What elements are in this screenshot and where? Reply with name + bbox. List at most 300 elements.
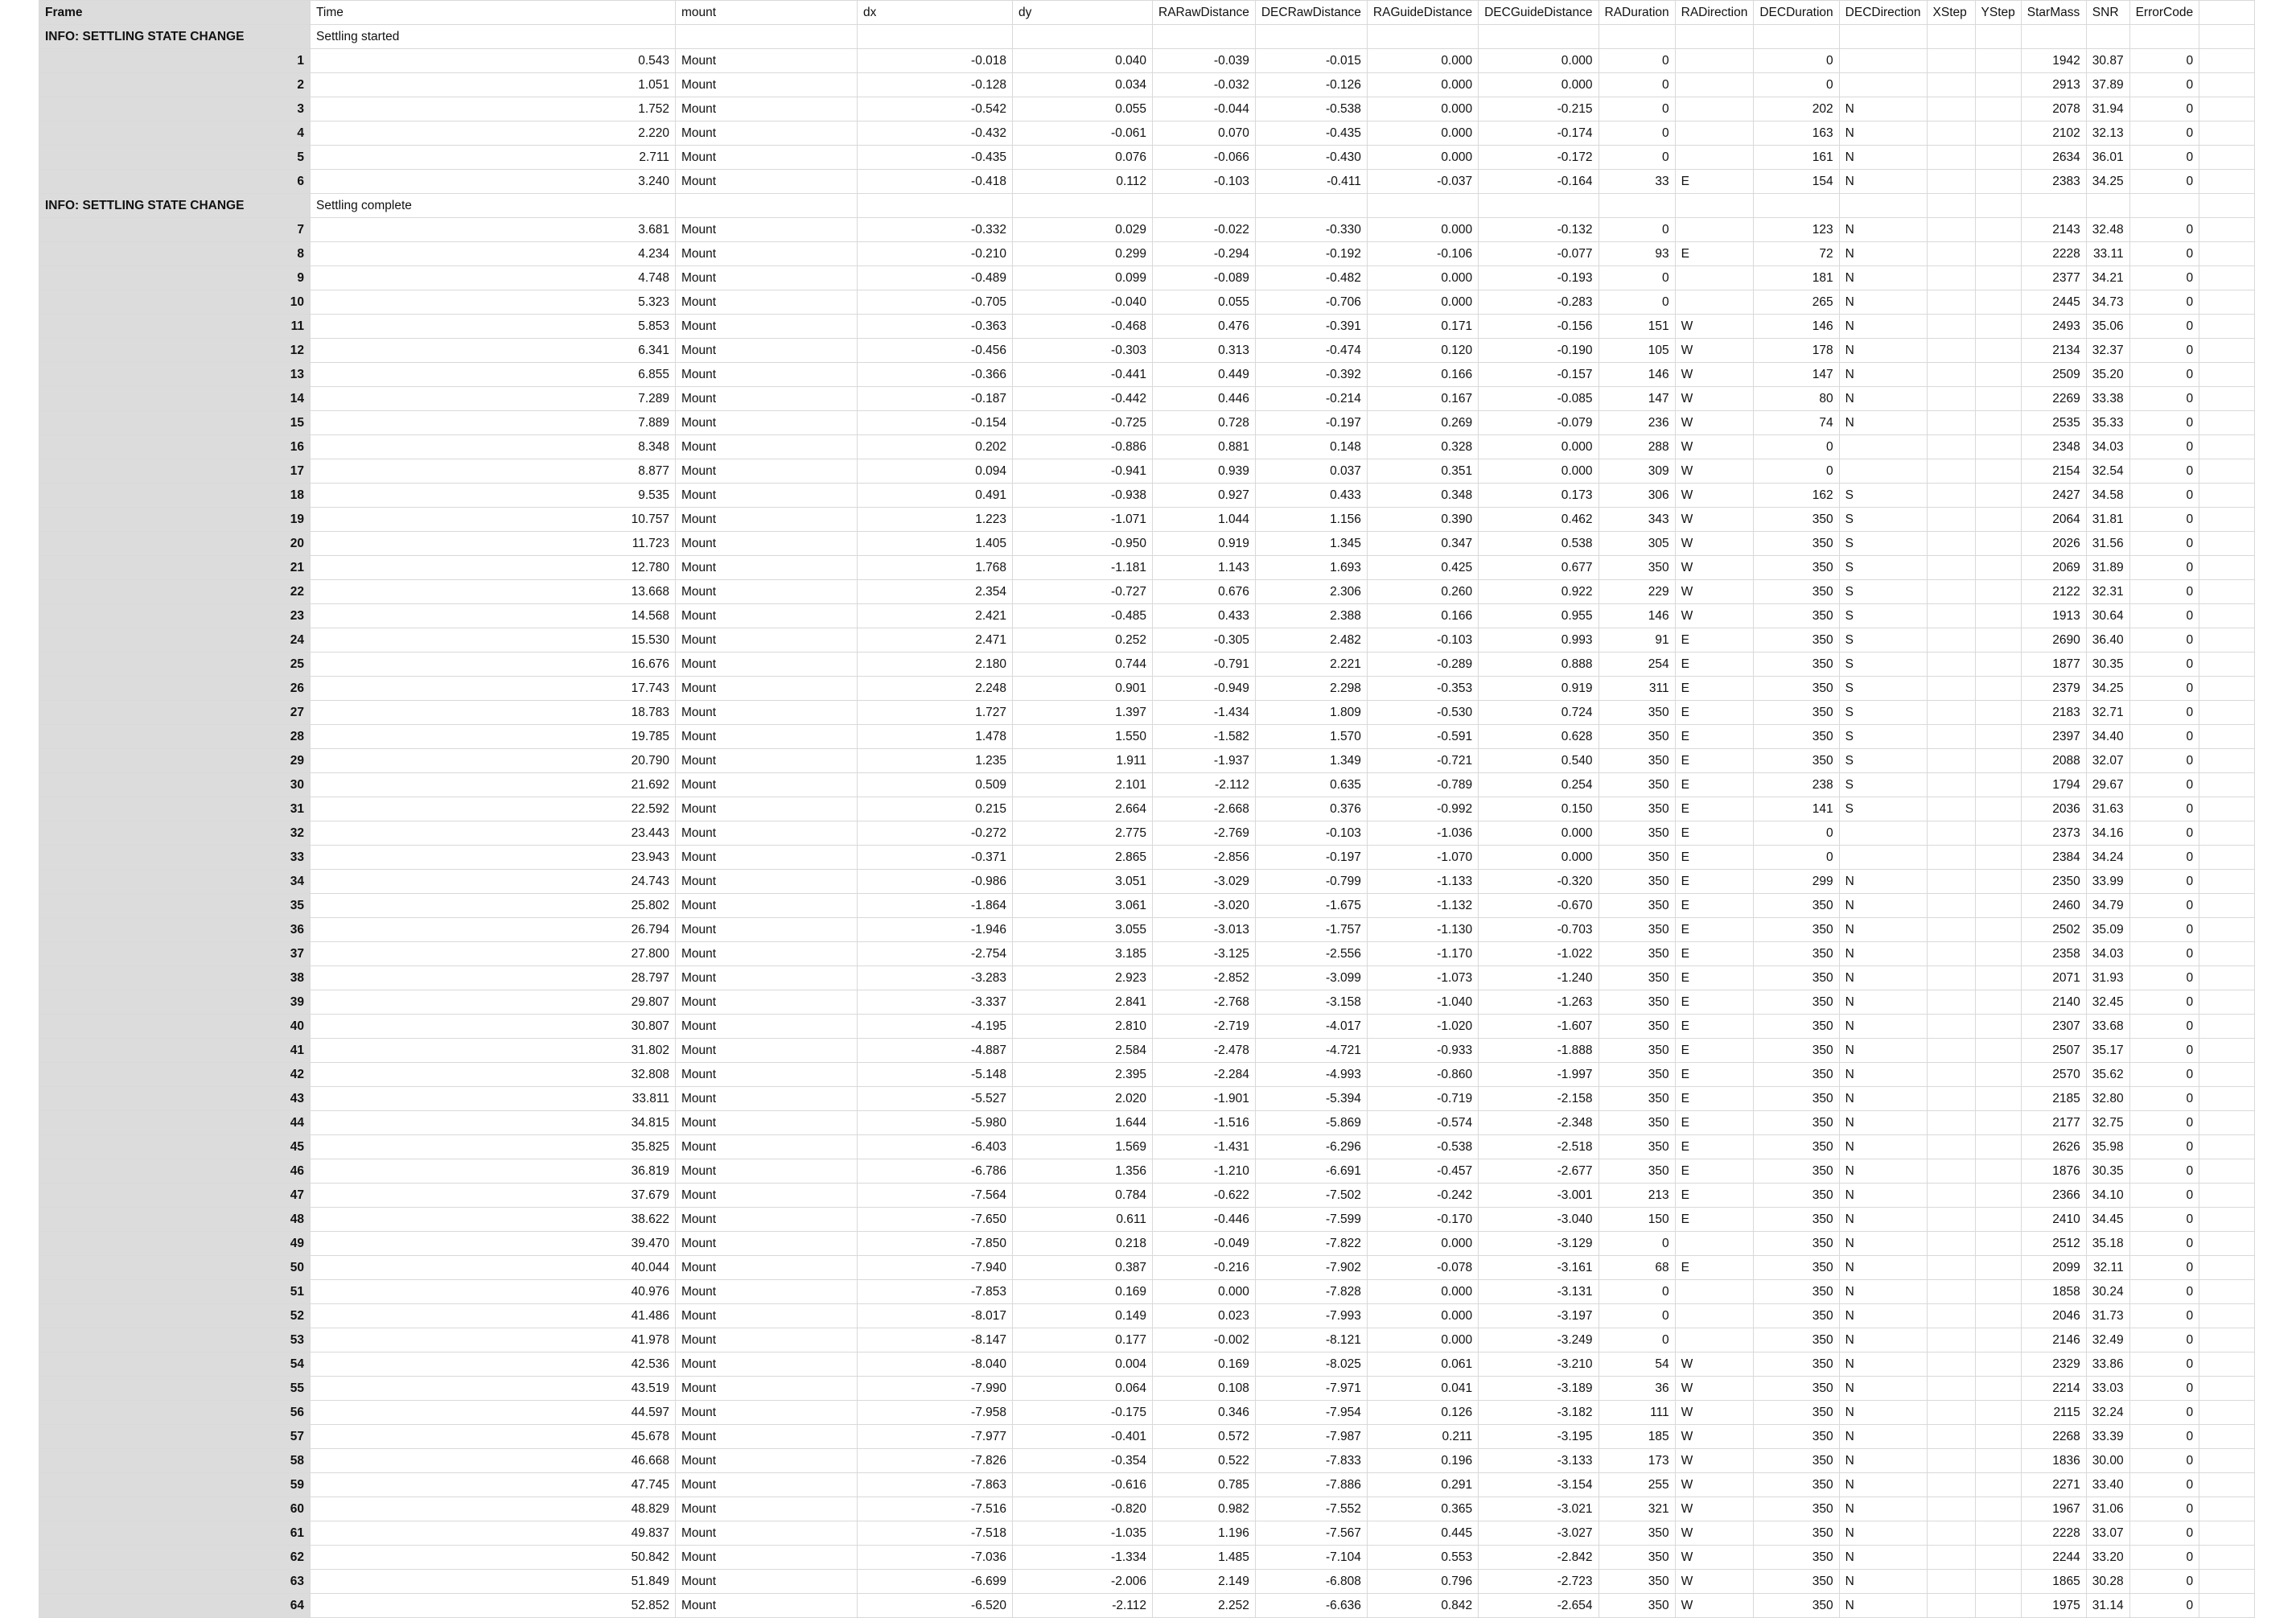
table-cell[interactable] (1927, 1280, 1975, 1304)
table-cell[interactable] (1675, 121, 1754, 146)
table-cell[interactable]: Mount (676, 1473, 858, 1497)
empty-cell[interactable] (2199, 821, 2255, 846)
table-cell[interactable]: 3.051 (1013, 870, 1153, 894)
table-cell[interactable]: Mount (676, 435, 858, 459)
table-cell[interactable]: S (1839, 580, 1927, 604)
table-cell[interactable]: -0.446 (1153, 1208, 1256, 1232)
table-cell[interactable]: Mount (676, 604, 858, 628)
table-cell[interactable]: 3.061 (1013, 894, 1153, 918)
table-cell[interactable]: 0.055 (1153, 290, 1256, 315)
table-cell[interactable]: Mount (676, 290, 858, 315)
frame-number-cell[interactable]: 40 (39, 1015, 311, 1039)
frame-number-cell[interactable]: 2 (39, 73, 311, 97)
table-cell[interactable]: Mount (676, 749, 858, 773)
table-cell[interactable] (1975, 218, 2021, 242)
empty-cell[interactable] (2199, 918, 2255, 942)
table-cell[interactable]: 0 (1599, 266, 1675, 290)
table-cell[interactable]: N (1839, 1087, 1927, 1111)
table-cell[interactable]: 309 (1599, 459, 1675, 484)
table-cell[interactable]: -0.032 (1153, 73, 1256, 97)
frame-number-cell[interactable]: 5 (39, 146, 311, 170)
table-cell[interactable]: -0.040 (1013, 290, 1153, 315)
table-cell[interactable]: 2.252 (1153, 1594, 1256, 1618)
table-cell[interactable]: -7.954 (1255, 1401, 1367, 1425)
table-cell[interactable] (1675, 266, 1754, 290)
table-cell[interactable]: 350 (1754, 966, 1839, 990)
table-cell[interactable]: 2.482 (1255, 628, 1367, 653)
table-cell[interactable]: 0.365 (1367, 1497, 1478, 1521)
table-cell[interactable]: -0.363 (858, 315, 1013, 339)
table-cell[interactable]: 2397 (2021, 725, 2086, 749)
table-cell[interactable]: 0 (1754, 73, 1839, 97)
table-cell[interactable]: 18.783 (311, 701, 676, 725)
table-cell[interactable]: -7.567 (1255, 1521, 1367, 1546)
table-cell[interactable]: -0.474 (1255, 339, 1367, 363)
table-cell[interactable]: -1.040 (1367, 990, 1478, 1015)
empty-cell[interactable] (1839, 194, 1927, 218)
table-cell[interactable]: 0 (2129, 532, 2199, 556)
table-cell[interactable]: 1.644 (1013, 1111, 1153, 1135)
table-cell[interactable] (1975, 1546, 2021, 1570)
table-cell[interactable]: 2690 (2021, 628, 2086, 653)
empty-cell[interactable] (2129, 194, 2199, 218)
table-cell[interactable]: -0.289 (1367, 653, 1478, 677)
table-cell[interactable]: -3.283 (858, 966, 1013, 990)
table-cell[interactable]: E (1675, 942, 1754, 966)
table-cell[interactable]: 33.03 (2086, 1377, 2129, 1401)
table-cell[interactable] (1975, 1111, 2021, 1135)
table-cell[interactable]: 2383 (2021, 170, 2086, 194)
table-cell[interactable] (1975, 1015, 2021, 1039)
table-cell[interactable]: -1.022 (1479, 942, 1599, 966)
table-cell[interactable]: 0.260 (1367, 580, 1478, 604)
table-cell[interactable]: 91 (1599, 628, 1675, 653)
empty-cell[interactable] (2199, 725, 2255, 749)
table-cell[interactable]: 33.38 (2086, 387, 2129, 411)
table-cell[interactable]: 0.167 (1367, 387, 1478, 411)
table-cell[interactable]: 0.055 (1013, 97, 1153, 121)
table-cell[interactable] (1927, 1570, 1975, 1594)
empty-cell[interactable] (2199, 1184, 2255, 1208)
table-cell[interactable]: 10.757 (311, 508, 676, 532)
table-cell[interactable] (1927, 170, 1975, 194)
frame-number-cell[interactable]: 52 (39, 1304, 311, 1328)
table-cell[interactable]: 0.724 (1479, 701, 1599, 725)
table-cell[interactable]: 29.807 (311, 990, 676, 1015)
table-cell[interactable]: 0 (1599, 1232, 1675, 1256)
table-cell[interactable]: Mount (676, 411, 858, 435)
table-cell[interactable]: E (1675, 1039, 1754, 1063)
table-cell[interactable] (1975, 1135, 2021, 1159)
table-cell[interactable]: -7.650 (858, 1208, 1013, 1232)
table-cell[interactable] (1927, 290, 1975, 315)
table-cell[interactable]: 0.070 (1153, 121, 1256, 146)
table-cell[interactable]: 0 (1599, 73, 1675, 97)
table-cell[interactable]: 1.752 (311, 97, 676, 121)
table-cell[interactable]: 350 (1754, 1473, 1839, 1497)
table-cell[interactable]: 0.169 (1013, 1280, 1153, 1304)
table-cell[interactable]: 54 (1599, 1352, 1675, 1377)
table-cell[interactable]: -2.158 (1479, 1087, 1599, 1111)
table-cell[interactable]: 36.01 (2086, 146, 2129, 170)
table-cell[interactable]: 40.044 (311, 1256, 676, 1280)
table-cell[interactable]: -0.085 (1479, 387, 1599, 411)
table-cell[interactable]: 34.40 (2086, 725, 2129, 749)
table-cell[interactable]: 0.000 (1367, 1280, 1478, 1304)
table-cell[interactable] (1675, 97, 1754, 121)
table-cell[interactable]: 1.223 (858, 508, 1013, 532)
empty-cell[interactable] (2199, 653, 2255, 677)
table-cell[interactable]: 23.443 (311, 821, 676, 846)
table-cell[interactable]: 49.837 (311, 1521, 676, 1546)
table-cell[interactable]: N (1839, 1546, 1927, 1570)
table-cell[interactable]: 0 (2129, 435, 2199, 459)
table-cell[interactable]: Mount (676, 1570, 858, 1594)
column-header[interactable]: RARawDistance (1153, 1, 1256, 25)
table-cell[interactable]: E (1675, 1087, 1754, 1111)
table-cell[interactable]: -0.725 (1013, 411, 1153, 435)
table-cell[interactable]: 350 (1754, 604, 1839, 628)
table-cell[interactable]: 30.35 (2086, 1159, 2129, 1184)
frame-number-cell[interactable]: 19 (39, 508, 311, 532)
table-cell[interactable]: 4.748 (311, 266, 676, 290)
table-cell[interactable]: 34.03 (2086, 942, 2129, 966)
table-cell[interactable] (1675, 146, 1754, 170)
table-cell[interactable]: 2384 (2021, 846, 2086, 870)
empty-cell[interactable] (2199, 1111, 2255, 1135)
frame-number-cell[interactable]: 10 (39, 290, 311, 315)
table-cell[interactable]: 0.955 (1479, 604, 1599, 628)
table-cell[interactable]: 32.07 (2086, 749, 2129, 773)
table-cell[interactable]: -0.574 (1367, 1111, 1478, 1135)
table-cell[interactable]: 0 (2129, 411, 2199, 435)
table-cell[interactable]: N (1839, 1401, 1927, 1425)
frame-number-cell[interactable]: 15 (39, 411, 311, 435)
table-cell[interactable]: N (1839, 1232, 1927, 1256)
table-cell[interactable]: 1942 (2021, 49, 2086, 73)
table-cell[interactable]: -0.103 (1255, 821, 1367, 846)
table-cell[interactable]: 0 (2129, 290, 2199, 315)
table-cell[interactable]: 1.570 (1255, 725, 1367, 749)
table-cell[interactable]: S (1839, 749, 1927, 773)
table-cell[interactable] (1975, 1352, 2021, 1377)
table-cell[interactable]: -0.172 (1479, 146, 1599, 170)
table-cell[interactable]: 350 (1599, 701, 1675, 725)
table-cell[interactable]: Mount (676, 677, 858, 701)
table-cell[interactable]: 0.169 (1153, 1352, 1256, 1377)
empty-cell[interactable] (1975, 25, 2021, 49)
table-cell[interactable]: 1.727 (858, 701, 1013, 725)
table-cell[interactable]: 350 (1754, 1521, 1839, 1546)
table-cell[interactable]: 0 (2129, 1135, 2199, 1159)
table-cell[interactable]: -1.675 (1255, 894, 1367, 918)
table-cell[interactable]: N (1839, 942, 1927, 966)
table-cell[interactable]: 23.943 (311, 846, 676, 870)
table-cell[interactable]: -7.552 (1255, 1497, 1367, 1521)
empty-cell[interactable] (2199, 556, 2255, 580)
table-cell[interactable]: 0.927 (1153, 484, 1256, 508)
empty-cell[interactable] (2199, 773, 2255, 797)
table-cell[interactable]: -0.132 (1479, 218, 1599, 242)
table-cell[interactable]: 30.35 (2086, 653, 2129, 677)
table-cell[interactable]: 0 (1754, 846, 1839, 870)
empty-cell[interactable] (2199, 290, 2255, 315)
table-cell[interactable]: 1858 (2021, 1280, 2086, 1304)
table-cell[interactable]: -0.214 (1255, 387, 1367, 411)
table-cell[interactable]: 350 (1754, 556, 1839, 580)
frame-number-cell[interactable]: 46 (39, 1159, 311, 1184)
table-cell[interactable]: 0.387 (1013, 1256, 1153, 1280)
table-cell[interactable]: 0 (2129, 1546, 2199, 1570)
table-cell[interactable]: -0.106 (1367, 242, 1478, 266)
table-cell[interactable]: 350 (1754, 508, 1839, 532)
column-header[interactable]: RADirection (1675, 1, 1754, 25)
table-cell[interactable]: 0.000 (1367, 1328, 1478, 1352)
table-cell[interactable]: 0.211 (1367, 1425, 1478, 1449)
table-cell[interactable] (1927, 484, 1975, 508)
table-cell[interactable] (1975, 1039, 2021, 1063)
table-cell[interactable]: -7.977 (858, 1425, 1013, 1449)
table-cell[interactable]: Mount (676, 556, 858, 580)
table-cell[interactable] (1975, 1570, 2021, 1594)
table-cell[interactable]: -2.723 (1479, 1570, 1599, 1594)
table-cell[interactable]: 0.252 (1013, 628, 1153, 653)
table-cell[interactable]: 0.004 (1013, 1352, 1153, 1377)
frame-number-cell[interactable]: 50 (39, 1256, 311, 1280)
table-cell[interactable]: N (1839, 1570, 1927, 1594)
table-cell[interactable]: -0.485 (1013, 604, 1153, 628)
table-cell[interactable]: -1.888 (1479, 1039, 1599, 1063)
table-cell[interactable]: 24.743 (311, 870, 676, 894)
table-cell[interactable]: -7.833 (1255, 1449, 1367, 1473)
table-cell[interactable]: N (1839, 1594, 1927, 1618)
table-cell[interactable]: W (1675, 1521, 1754, 1546)
empty-cell[interactable] (2199, 1135, 2255, 1159)
table-cell[interactable]: E (1675, 242, 1754, 266)
column-header[interactable]: mount (676, 1, 858, 25)
table-cell[interactable]: 1.693 (1255, 556, 1367, 580)
table-cell[interactable]: 0 (2129, 1449, 2199, 1473)
table-cell[interactable]: -0.018 (858, 49, 1013, 73)
table-cell[interactable]: -2.856 (1153, 846, 1256, 870)
table-cell[interactable]: N (1839, 1280, 1927, 1304)
table-cell[interactable]: 0.000 (1479, 435, 1599, 459)
table-cell[interactable] (1927, 1473, 1975, 1497)
column-header[interactable] (2199, 1, 2255, 25)
table-cell[interactable]: 2410 (2021, 1208, 2086, 1232)
table-cell[interactable]: E (1675, 966, 1754, 990)
column-header[interactable]: YStep (1975, 1, 2021, 25)
table-cell[interactable]: 36.819 (311, 1159, 676, 1184)
table-cell[interactable]: 0.728 (1153, 411, 1256, 435)
table-cell[interactable]: 265 (1754, 290, 1839, 315)
empty-cell[interactable] (2199, 1087, 2255, 1111)
table-cell[interactable]: 343 (1599, 508, 1675, 532)
table-cell[interactable]: 1865 (2021, 1570, 2086, 1594)
table-cell[interactable]: 9.535 (311, 484, 676, 508)
table-cell[interactable]: 0 (2129, 894, 2199, 918)
empty-cell[interactable] (1599, 194, 1675, 218)
table-cell[interactable]: 350 (1754, 1280, 1839, 1304)
table-cell[interactable]: 350 (1599, 1087, 1675, 1111)
table-cell[interactable]: 2913 (2021, 73, 2086, 97)
empty-cell[interactable] (2199, 435, 2255, 459)
empty-cell[interactable] (2199, 532, 2255, 556)
frame-number-cell[interactable]: 23 (39, 604, 311, 628)
table-cell[interactable]: 32.49 (2086, 1328, 2129, 1352)
table-cell[interactable]: Mount (676, 1063, 858, 1087)
table-cell[interactable]: -0.392 (1255, 363, 1367, 387)
table-cell[interactable]: Mount (676, 1208, 858, 1232)
table-cell[interactable] (1839, 821, 1927, 846)
table-cell[interactable]: -3.197 (1479, 1304, 1599, 1328)
table-cell[interactable]: -6.403 (858, 1135, 1013, 1159)
table-cell[interactable]: 0.000 (1479, 73, 1599, 97)
table-cell[interactable]: 0 (2129, 1328, 2199, 1352)
table-cell[interactable]: 50.842 (311, 1546, 676, 1570)
table-cell[interactable] (1927, 773, 1975, 797)
table-cell[interactable]: 31.89 (2086, 556, 2129, 580)
table-cell[interactable]: W (1675, 1401, 1754, 1425)
empty-cell[interactable] (858, 25, 1013, 49)
table-cell[interactable]: 0 (2129, 1425, 2199, 1449)
table-cell[interactable]: 34.21 (2086, 266, 2129, 290)
table-cell[interactable]: -0.320 (1479, 870, 1599, 894)
table-cell[interactable]: E (1675, 1256, 1754, 1280)
table-cell[interactable]: -3.182 (1479, 1401, 1599, 1425)
table-cell[interactable]: W (1675, 508, 1754, 532)
table-cell[interactable]: 0.000 (1367, 121, 1478, 146)
table-cell[interactable]: 0 (2129, 121, 2199, 146)
table-cell[interactable]: 0 (2129, 677, 2199, 701)
table-cell[interactable]: N (1839, 146, 1927, 170)
empty-cell[interactable] (2199, 990, 2255, 1015)
table-cell[interactable]: S (1839, 701, 1927, 725)
table-cell[interactable]: 35.98 (2086, 1135, 2129, 1159)
table-cell[interactable]: 2502 (2021, 918, 2086, 942)
empty-cell[interactable] (2199, 218, 2255, 242)
table-cell[interactable]: N (1839, 315, 1927, 339)
table-cell[interactable]: 34.58 (2086, 484, 2129, 508)
empty-cell[interactable] (2199, 870, 2255, 894)
frame-number-cell[interactable]: 1 (39, 49, 311, 73)
table-cell[interactable]: 350 (1754, 1063, 1839, 1087)
table-cell[interactable] (1975, 797, 2021, 821)
table-cell[interactable]: 2140 (2021, 990, 2086, 1015)
table-cell[interactable]: 38.622 (311, 1208, 676, 1232)
table-cell[interactable]: 30.64 (2086, 604, 2129, 628)
table-cell[interactable] (1927, 411, 1975, 435)
table-cell[interactable]: 39.470 (311, 1232, 676, 1256)
table-cell[interactable]: 5.853 (311, 315, 676, 339)
table-cell[interactable]: 0 (2129, 146, 2199, 170)
table-cell[interactable]: 2377 (2021, 266, 2086, 290)
empty-cell[interactable] (2199, 942, 2255, 966)
table-cell[interactable] (1927, 1208, 1975, 1232)
table-cell[interactable]: N (1839, 1473, 1927, 1497)
table-cell[interactable]: 2.421 (858, 604, 1013, 628)
table-cell[interactable]: -0.216 (1153, 1256, 1256, 1280)
table-cell[interactable]: 2088 (2021, 749, 2086, 773)
table-cell[interactable]: 0.509 (858, 773, 1013, 797)
table-cell[interactable]: -0.015 (1255, 49, 1367, 73)
table-cell[interactable]: 42.536 (311, 1352, 676, 1377)
table-cell[interactable]: 0.433 (1255, 484, 1367, 508)
table-cell[interactable]: S (1839, 773, 1927, 797)
table-cell[interactable]: N (1839, 1111, 1927, 1135)
table-cell[interactable]: 0.148 (1255, 435, 1367, 459)
table-cell[interactable]: 0 (2129, 266, 2199, 290)
table-cell[interactable]: 8.348 (311, 435, 676, 459)
table-cell[interactable]: 0 (2129, 1184, 2199, 1208)
table-cell[interactable]: -0.192 (1255, 242, 1367, 266)
table-cell[interactable]: 2026 (2021, 532, 2086, 556)
table-cell[interactable]: -1.582 (1153, 725, 1256, 749)
table-cell[interactable]: N (1839, 1063, 1927, 1087)
empty-cell[interactable] (2199, 677, 2255, 701)
table-cell[interactable]: 146 (1754, 315, 1839, 339)
table-cell[interactable]: 350 (1599, 966, 1675, 990)
table-cell[interactable] (1975, 773, 2021, 797)
table-cell[interactable]: 2.220 (311, 121, 676, 146)
table-cell[interactable]: Mount (676, 73, 858, 97)
table-cell[interactable]: E (1675, 990, 1754, 1015)
empty-cell[interactable] (2199, 1256, 2255, 1280)
frame-number-cell[interactable]: 13 (39, 363, 311, 387)
frame-number-cell[interactable]: 12 (39, 339, 311, 363)
table-cell[interactable]: 0.000 (1367, 218, 1478, 242)
table-cell[interactable]: -1.516 (1153, 1111, 1256, 1135)
table-cell[interactable]: -6.691 (1255, 1159, 1367, 1184)
empty-cell[interactable] (1367, 25, 1478, 49)
table-cell[interactable]: 34.45 (2086, 1208, 2129, 1232)
frame-number-cell[interactable]: 33 (39, 846, 311, 870)
table-cell[interactable]: 0.000 (1479, 821, 1599, 846)
table-cell[interactable]: 0 (2129, 846, 2199, 870)
table-cell[interactable]: 2.354 (858, 580, 1013, 604)
table-cell[interactable]: Mount (676, 1184, 858, 1208)
table-cell[interactable]: -0.215 (1479, 97, 1599, 121)
table-cell[interactable]: -0.164 (1479, 170, 1599, 194)
table-cell[interactable]: 52.852 (311, 1594, 676, 1618)
table-cell[interactable]: 2509 (2021, 363, 2086, 387)
table-cell[interactable]: 0.522 (1153, 1449, 1256, 1473)
table-cell[interactable]: 146 (1599, 363, 1675, 387)
table-cell[interactable]: 0.000 (1367, 97, 1478, 121)
table-cell[interactable]: N (1839, 1377, 1927, 1401)
table-cell[interactable]: -1.036 (1367, 821, 1478, 846)
table-cell[interactable]: S (1839, 484, 1927, 508)
table-cell[interactable]: E (1675, 628, 1754, 653)
table-cell[interactable]: -0.210 (858, 242, 1013, 266)
table-cell[interactable]: 147 (1754, 363, 1839, 387)
table-cell[interactable] (1927, 387, 1975, 411)
empty-cell[interactable] (2199, 894, 2255, 918)
frame-number-cell[interactable]: 22 (39, 580, 311, 604)
table-cell[interactable]: 2373 (2021, 821, 2086, 846)
table-cell[interactable]: 0.628 (1479, 725, 1599, 749)
table-cell[interactable]: 0 (2129, 49, 2199, 73)
table-cell[interactable]: -7.971 (1255, 1377, 1367, 1401)
frame-number-cell[interactable]: 47 (39, 1184, 311, 1208)
table-cell[interactable]: 0 (2129, 701, 2199, 725)
table-cell[interactable]: -5.394 (1255, 1087, 1367, 1111)
table-cell[interactable]: S (1839, 653, 1927, 677)
table-cell[interactable]: 350 (1599, 990, 1675, 1015)
table-cell[interactable] (1927, 1111, 1975, 1135)
table-cell[interactable]: -0.330 (1255, 218, 1367, 242)
table-cell[interactable]: -0.941 (1013, 459, 1153, 484)
